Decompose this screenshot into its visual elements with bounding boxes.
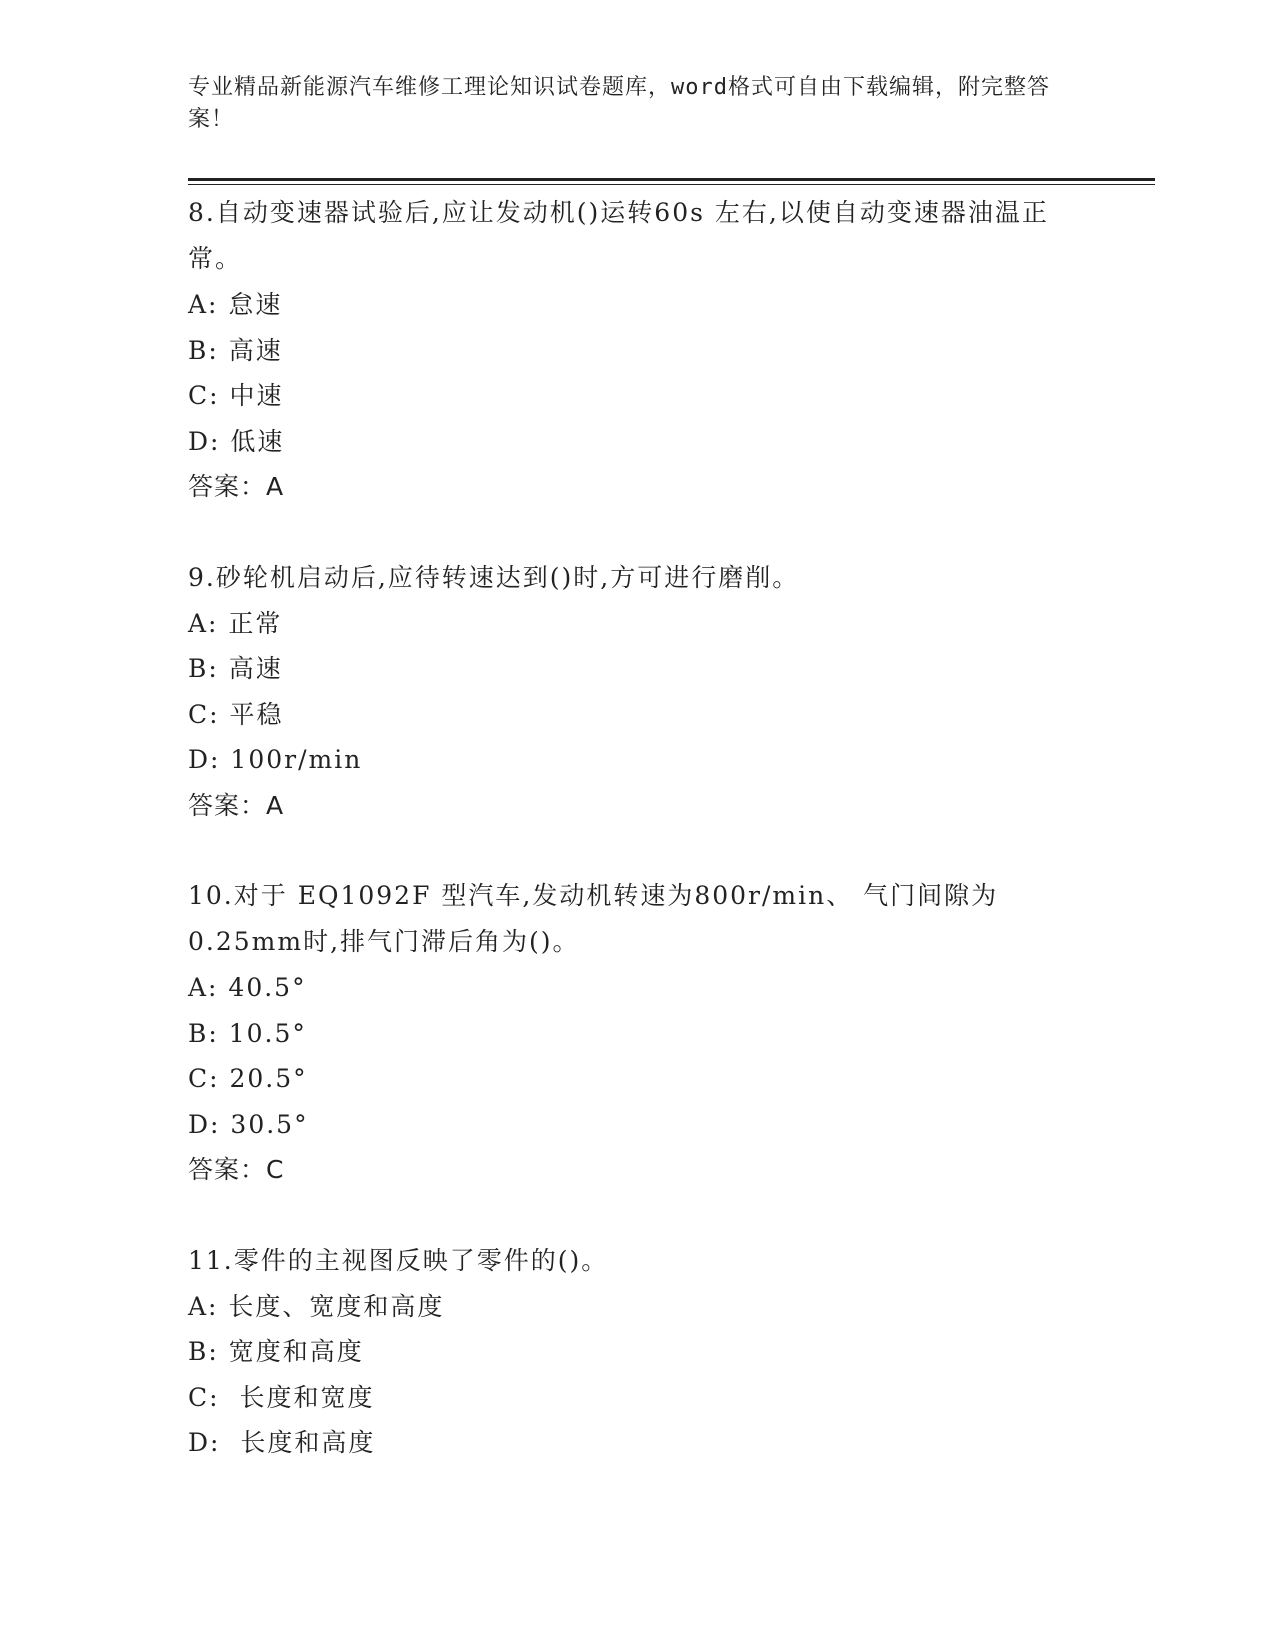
option-b: B: 高速 [188,654,283,683]
answer-line: 答案：A [188,790,285,820]
option-d: D: 低速 [188,426,285,456]
header-description: 专业精品新能源汽车维修工理论知识试卷题库，word格式可自由下载编辑，附完整答案！ [188,75,1050,132]
question-9 [188,555,1088,829]
option-b: B: 10.5° [188,1018,307,1048]
header-divider-thick [188,178,1155,181]
question-stem: 10.对于 EQ1092F 型汽车,发动机转速为800r/min、 气门间隙为0.25mm时,排气门滞后角为()。 [188,881,999,956]
question-list [188,190,1088,1511]
option-c: C: 中速 [188,381,284,410]
question-stem: 11.零件的主视图反映了零件的()。 [188,1245,609,1275]
option-d: D: 30.5° [188,1109,309,1139]
option-b: B: 宽度和高度 [188,1337,364,1366]
option-a: A: 正常 [188,608,283,638]
option-c: C: 20.5° [188,1064,308,1093]
option-a: A: 40.5° [188,973,307,1002]
option-c: C: 平稳 [188,699,284,729]
question-11 [188,1238,1088,1466]
option-d: D: 100r/min [188,745,363,774]
question-8 [188,190,1088,510]
answer-line: 答案：C [188,1155,285,1184]
option-c: C: 长度和宽度 [188,1382,375,1412]
answer-line: 答案：A [188,472,285,501]
header-divider-thin [188,184,1155,185]
option-b: B: 高速 [188,335,283,365]
question-stem: 9.砂轮机启动后,应待转速达到()时,方可进行磨削。 [188,562,800,592]
question-10 [188,873,1088,1193]
question-stem: 8.自动变速器试验后,应让发动机()运转60s 左右,以使自动变速器油温正常。 [188,198,1049,273]
option-a: A: 怠速 [188,290,283,319]
option-d: D: 长度和高度 [188,1428,376,1457]
option-a: A: 长度、宽度和高度 [188,1291,445,1321]
